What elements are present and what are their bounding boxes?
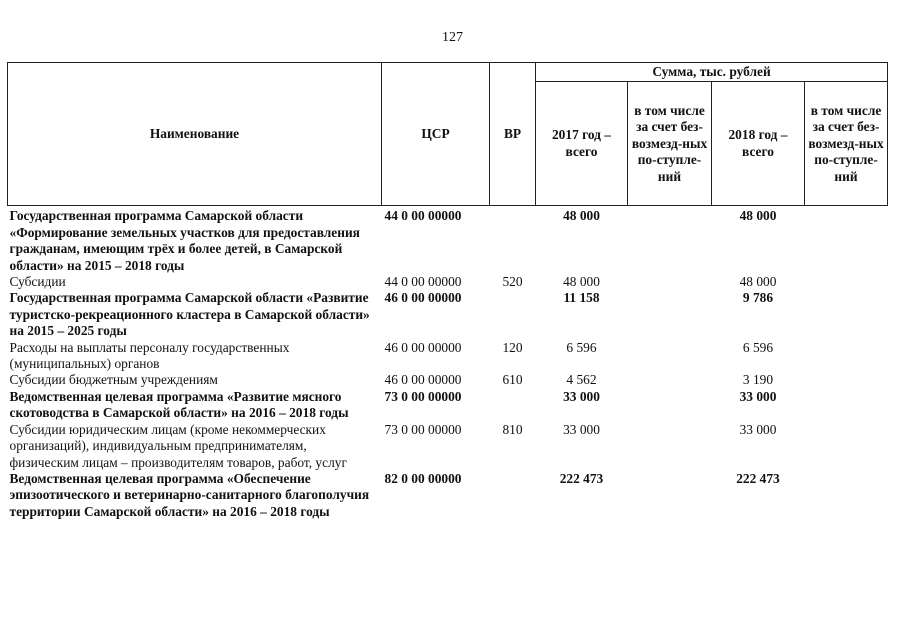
row-2018-gratuitous (805, 389, 888, 422)
row-csr: 46 0 00 00000 (384, 339, 462, 355)
row-2017-total: 48 000 (563, 274, 600, 290)
row-name: Ведомственная целевая программа «Обеспечение эпизоотического и ветеринарно-санитарного благополучия территории Самарской области» на 2016 – 2018 годы (9, 470, 370, 519)
row-csr: 46 0 00 00000 (384, 290, 462, 306)
row-2018-gratuitous (805, 274, 888, 290)
row-2017-total: 33 000 (563, 388, 600, 404)
row-csr: 44 0 00 00000 (384, 274, 462, 290)
row-2017-gratuitous (628, 340, 712, 373)
row-name: Субсидии юридическим лицам (кроме некоммерческих организаций), индивидуальным предпринимателям, физическим лицам – производителям товаров, работ, услуг (9, 421, 347, 470)
row-csr: 82 0 00 00000 (384, 470, 462, 486)
table-row (8, 340, 888, 373)
row-2017-gratuitous (628, 372, 712, 388)
row-2017-total: 222 473 (559, 470, 604, 486)
header-2018-total: 2018 год – всего (712, 82, 805, 206)
row-2018-total: 33 000 (739, 388, 777, 404)
row-csr: 44 0 00 00000 (384, 208, 462, 224)
row-csr: 73 0 00 00000 (384, 421, 462, 437)
row-csr: 46 0 00 00000 (384, 372, 462, 388)
row-vr: 810 (502, 421, 523, 437)
table-row (8, 471, 888, 520)
row-2018-total: 3 190 (742, 372, 774, 388)
row-vr: 610 (502, 372, 523, 388)
row-name: Субсидии (9, 274, 66, 290)
row-2018-total: 33 000 (739, 421, 777, 437)
row-2017-gratuitous (628, 274, 712, 290)
row-2017-gratuitous (628, 422, 712, 471)
row-2017-gratuitous (628, 290, 712, 339)
header-2017-gratuitous: в том числе за счет без-возмезд-ных по-ступле-ний (628, 82, 712, 206)
table-row (8, 206, 888, 274)
row-2018-total: 6 596 (742, 339, 774, 355)
row-2018-total: 48 000 (739, 274, 777, 290)
row-2017-total: 48 000 (563, 208, 600, 224)
page-number: 127 (442, 30, 463, 45)
table-row (8, 372, 888, 388)
row-2018-total: 222 473 (736, 470, 780, 486)
row-2018-gratuitous (805, 422, 888, 471)
row-name: Государственная программа Самарской области «Развитие туристско-рекреационного кластера в Самарской области» на 2015 – 2025 годы (9, 290, 370, 339)
header-name: Наименование (8, 63, 382, 206)
row-vr: 520 (502, 274, 523, 290)
row-2018-total: 9 786 (742, 290, 774, 306)
row-2018-gratuitous (805, 471, 888, 520)
row-vr: 120 (502, 339, 523, 355)
table-row (8, 274, 888, 290)
row-2017-total: 11 158 (563, 290, 600, 306)
row-vr (490, 471, 536, 520)
row-name: Ведомственная целевая программа «Развитие мясного скотоводства в Самарской области» на 2016 – 2018 годы (9, 388, 349, 421)
row-vr (490, 206, 536, 274)
header-2018-gratuitous: в том числе за счет без-возмезд-ных по-ступле-ний (805, 82, 888, 206)
row-2018-gratuitous (805, 372, 888, 388)
budget-table (7, 62, 888, 520)
row-2017-total: 6 596 (566, 339, 597, 355)
row-2017-gratuitous (628, 206, 712, 274)
row-2018-gratuitous (805, 340, 888, 373)
row-2017-gratuitous (628, 389, 712, 422)
row-2018-total: 48 000 (739, 208, 777, 224)
row-vr (490, 389, 536, 422)
row-csr: 73 0 00 00000 (384, 388, 462, 404)
row-2018-gratuitous (805, 290, 888, 339)
row-2017-total: 33 000 (563, 421, 600, 437)
row-2017-total: 4 562 (566, 372, 597, 388)
table-row (8, 389, 888, 422)
table-body (8, 206, 888, 520)
row-2018-gratuitous (805, 206, 888, 274)
header-sum-group: Сумма, тыс. рублей (536, 63, 888, 82)
row-name: Государственная программа Самарской области «Формирование земельных участков для предоставления гражданам, имеющим трёх и более детей, в Самарской области» на 2015 – 2018 годы (9, 208, 360, 273)
row-name: Расходы на выплаты персоналу государственных (муниципальных) органов (9, 339, 290, 372)
row-name: Субсидии бюджетным учреждениям (9, 372, 218, 388)
row-2017-gratuitous (628, 471, 712, 520)
table-row (8, 290, 888, 339)
header-vr: ВР (490, 63, 536, 206)
row-vr (490, 290, 536, 339)
header-2017-total: 2017 год – всего (536, 82, 628, 206)
table-row (8, 422, 888, 471)
header-csr: ЦСР (382, 63, 490, 206)
